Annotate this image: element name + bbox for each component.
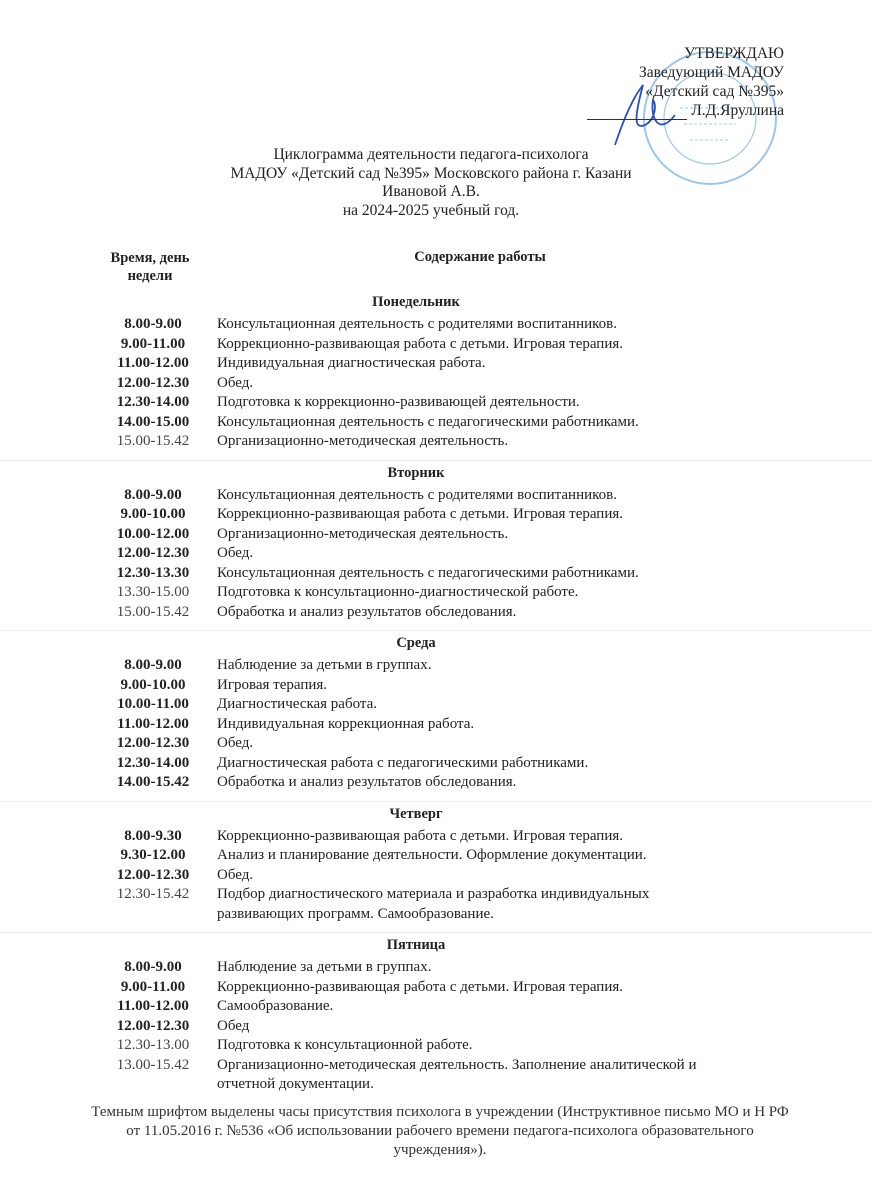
title-line: на 2024-2025 учебный год. (342, 201, 520, 219)
table-row (0, 997, 872, 1017)
table-row (0, 846, 872, 866)
table-row (0, 827, 872, 847)
activity-cell: Организационно-методическая деятельность. (217, 525, 509, 542)
activity-cell: Консультационная деятельность с родителями воспитанников. (217, 316, 617, 332)
activity-cell: Диагностическая работа с педагогическими работниками. (217, 754, 589, 771)
time-cell: 12.30-14.00 (116, 394, 190, 410)
time-cell: 12.00-12.30 (116, 545, 190, 561)
table-row (0, 564, 872, 584)
time-cell: 10.00-12.00 (116, 525, 190, 542)
activity-cell: Подготовка к консультационной работе. (217, 1037, 473, 1053)
table-row (0, 413, 872, 433)
activity-cell: Организационно-методическая деятельность. (217, 433, 509, 449)
table-row (0, 866, 872, 886)
day-heading: Вторник (0, 460, 872, 486)
table-row (0, 1017, 872, 1037)
time-cell: 9.30-12.00 (120, 847, 186, 863)
day-section (0, 932, 872, 1095)
document-title (0, 146, 872, 220)
table-row (0, 734, 872, 754)
time-cell: 12.00-12.30 (116, 374, 190, 391)
activity-cell: Наблюдение за детьми в группах. (217, 657, 432, 673)
schedule-table (0, 290, 872, 1095)
day-heading: Понедельник (372, 294, 460, 310)
time-cell: 9.00-10.00 (120, 506, 186, 522)
time-cell: 11.00-12.00 (117, 715, 189, 732)
time-cell: 15.00-15.42 (116, 433, 190, 449)
activity-cell: Обработка и анализ результатов обследования. (217, 603, 517, 620)
table-row (0, 958, 872, 978)
time-cell: 12.30-13.30 (116, 564, 190, 581)
table-row (0, 335, 872, 355)
time-cell: 11.00-12.00 (117, 998, 189, 1014)
table-row (0, 505, 872, 525)
activity-cell: Игровая терапия. (217, 676, 328, 693)
table-row (0, 486, 872, 506)
activity-cell: Анализ и планирование деятельности. Оформление документации. (217, 847, 647, 863)
footnote: Темным шрифтом выделены часы присутствия психолога в учреждении (Инструктивное письмо МО и Н РФ от 11.05.2016 г. №536 «Об использовании рабочего времени педагога-психолога образовательного учреждения»). (91, 1103, 789, 1158)
approval-name: Л.Д.Яруллина (691, 102, 784, 119)
time-cell: 12.00-12.30 (116, 866, 190, 883)
time-cell: 13.30-15.00 (116, 584, 190, 600)
time-cell: 11.00-12.00 (117, 355, 189, 371)
day-heading: Среда (0, 630, 872, 656)
table-row (0, 885, 872, 924)
table-row (0, 583, 872, 603)
approval-block (587, 44, 784, 120)
header-time: Время, день недели (110, 250, 190, 284)
day-section (0, 630, 872, 793)
activity-cell: Индивидуальная диагностическая работа. (217, 355, 486, 371)
day-heading: Пятница (0, 932, 872, 958)
title-line: МАДОУ «Детский сад №395» Московского района г. Казани (230, 164, 632, 182)
time-cell: 12.30-15.42 (116, 886, 190, 902)
time-cell: 9.00-11.00 (120, 978, 186, 995)
table-row (0, 374, 872, 394)
time-cell: 8.00-9.00 (124, 486, 182, 503)
activity-cell: Подготовка к консультационно-диагностической работе. (217, 584, 579, 600)
approval-organization: «Детский сад №395» (645, 83, 784, 100)
time-cell: 10.00-11.00 (117, 696, 189, 712)
activity-cell: Обед. (217, 735, 254, 751)
title-line: Ивановой А.В. (382, 183, 480, 200)
table-row (0, 754, 872, 774)
time-cell: 12.30-14.00 (116, 754, 190, 771)
activity-cell: Подбор диагностического материала и разработка индивидуальных развивающих программ. Самообразование. (217, 886, 650, 922)
header-content: Содержание работы (414, 249, 546, 265)
activity-cell: Обед. (217, 545, 254, 561)
table-row (0, 354, 872, 374)
time-cell: 15.00-15.42 (116, 603, 190, 620)
activity-cell: Консультационная деятельность с педагогическими работниками. (217, 564, 639, 581)
table-row (0, 1036, 872, 1056)
time-cell: 8.00-9.00 (124, 316, 182, 332)
title-line: Циклограмма деятельности педагога-психолога (273, 146, 589, 163)
time-cell: 9.00-10.00 (120, 676, 186, 693)
time-cell: 12.30-13.00 (116, 1037, 190, 1053)
table-row (0, 603, 872, 623)
activity-cell: Консультационная деятельность с родителями воспитанников. (217, 486, 617, 503)
table-row (0, 695, 872, 715)
activity-cell: Обед. (217, 866, 254, 883)
day-section (0, 801, 872, 925)
schedule-wrapper (0, 290, 872, 1160)
approval-heading: УТВЕРЖДАЮ (684, 45, 784, 62)
table-row (0, 315, 872, 335)
time-cell: 14.00-15.00 (116, 413, 190, 430)
activity-cell: Коррекционно-развивающая работа с детьми. Игровая терапия. (217, 335, 624, 352)
activity-cell: Коррекционно-развивающая работа с детьми. Игровая терапия. (217, 978, 624, 995)
day-section (0, 460, 872, 623)
day-section (0, 290, 872, 452)
activity-cell: Обед (217, 1017, 250, 1034)
table-row (0, 978, 872, 998)
time-cell: 8.00-9.00 (124, 959, 182, 975)
activity-cell: Подготовка к коррекционно-развивающей деятельности. (217, 394, 580, 410)
approval-position: Заведующий МАДОУ (638, 64, 784, 81)
activity-cell: Обед. (217, 374, 254, 391)
activity-cell: Диагностическая работа. (217, 696, 378, 712)
activity-cell: Коррекционно-развивающая работа с детьми. Игровая терапия. (217, 506, 624, 522)
day-heading: Четверг (0, 801, 872, 827)
time-cell: 14.00-15.42 (116, 774, 190, 790)
table-row (0, 432, 872, 452)
time-cell: 13.00-15.42 (116, 1056, 190, 1073)
table-row (0, 773, 872, 793)
signature-line (587, 105, 687, 120)
activity-cell: Обработка и анализ результатов обследования. (217, 774, 517, 790)
table-row (0, 1056, 872, 1095)
table-row (0, 676, 872, 696)
time-cell: 8.00-9.00 (124, 657, 182, 673)
activity-cell: Самообразование. (217, 998, 334, 1014)
activity-cell: Наблюдение за детьми в группах. (217, 959, 432, 975)
table-row (0, 656, 872, 676)
table-row (0, 544, 872, 564)
time-cell: 9.00-11.00 (120, 335, 186, 352)
table-row (0, 525, 872, 545)
activity-cell: Коррекционно-развивающая работа с детьми. Игровая терапия. (217, 827, 624, 844)
time-cell: 12.00-12.30 (116, 1017, 190, 1034)
time-cell: 8.00-9.30 (124, 827, 182, 844)
activity-cell: Индивидуальная коррекционная работа. (217, 715, 475, 732)
activity-cell: Консультационная деятельность с педагогическими работниками. (217, 413, 639, 430)
table-row (0, 393, 872, 413)
table-row (0, 715, 872, 735)
activity-cell: Организационно-методическая деятельность. Заполнение аналитической и отчетной документации. (217, 1056, 697, 1092)
time-cell: 12.00-12.30 (116, 735, 190, 751)
